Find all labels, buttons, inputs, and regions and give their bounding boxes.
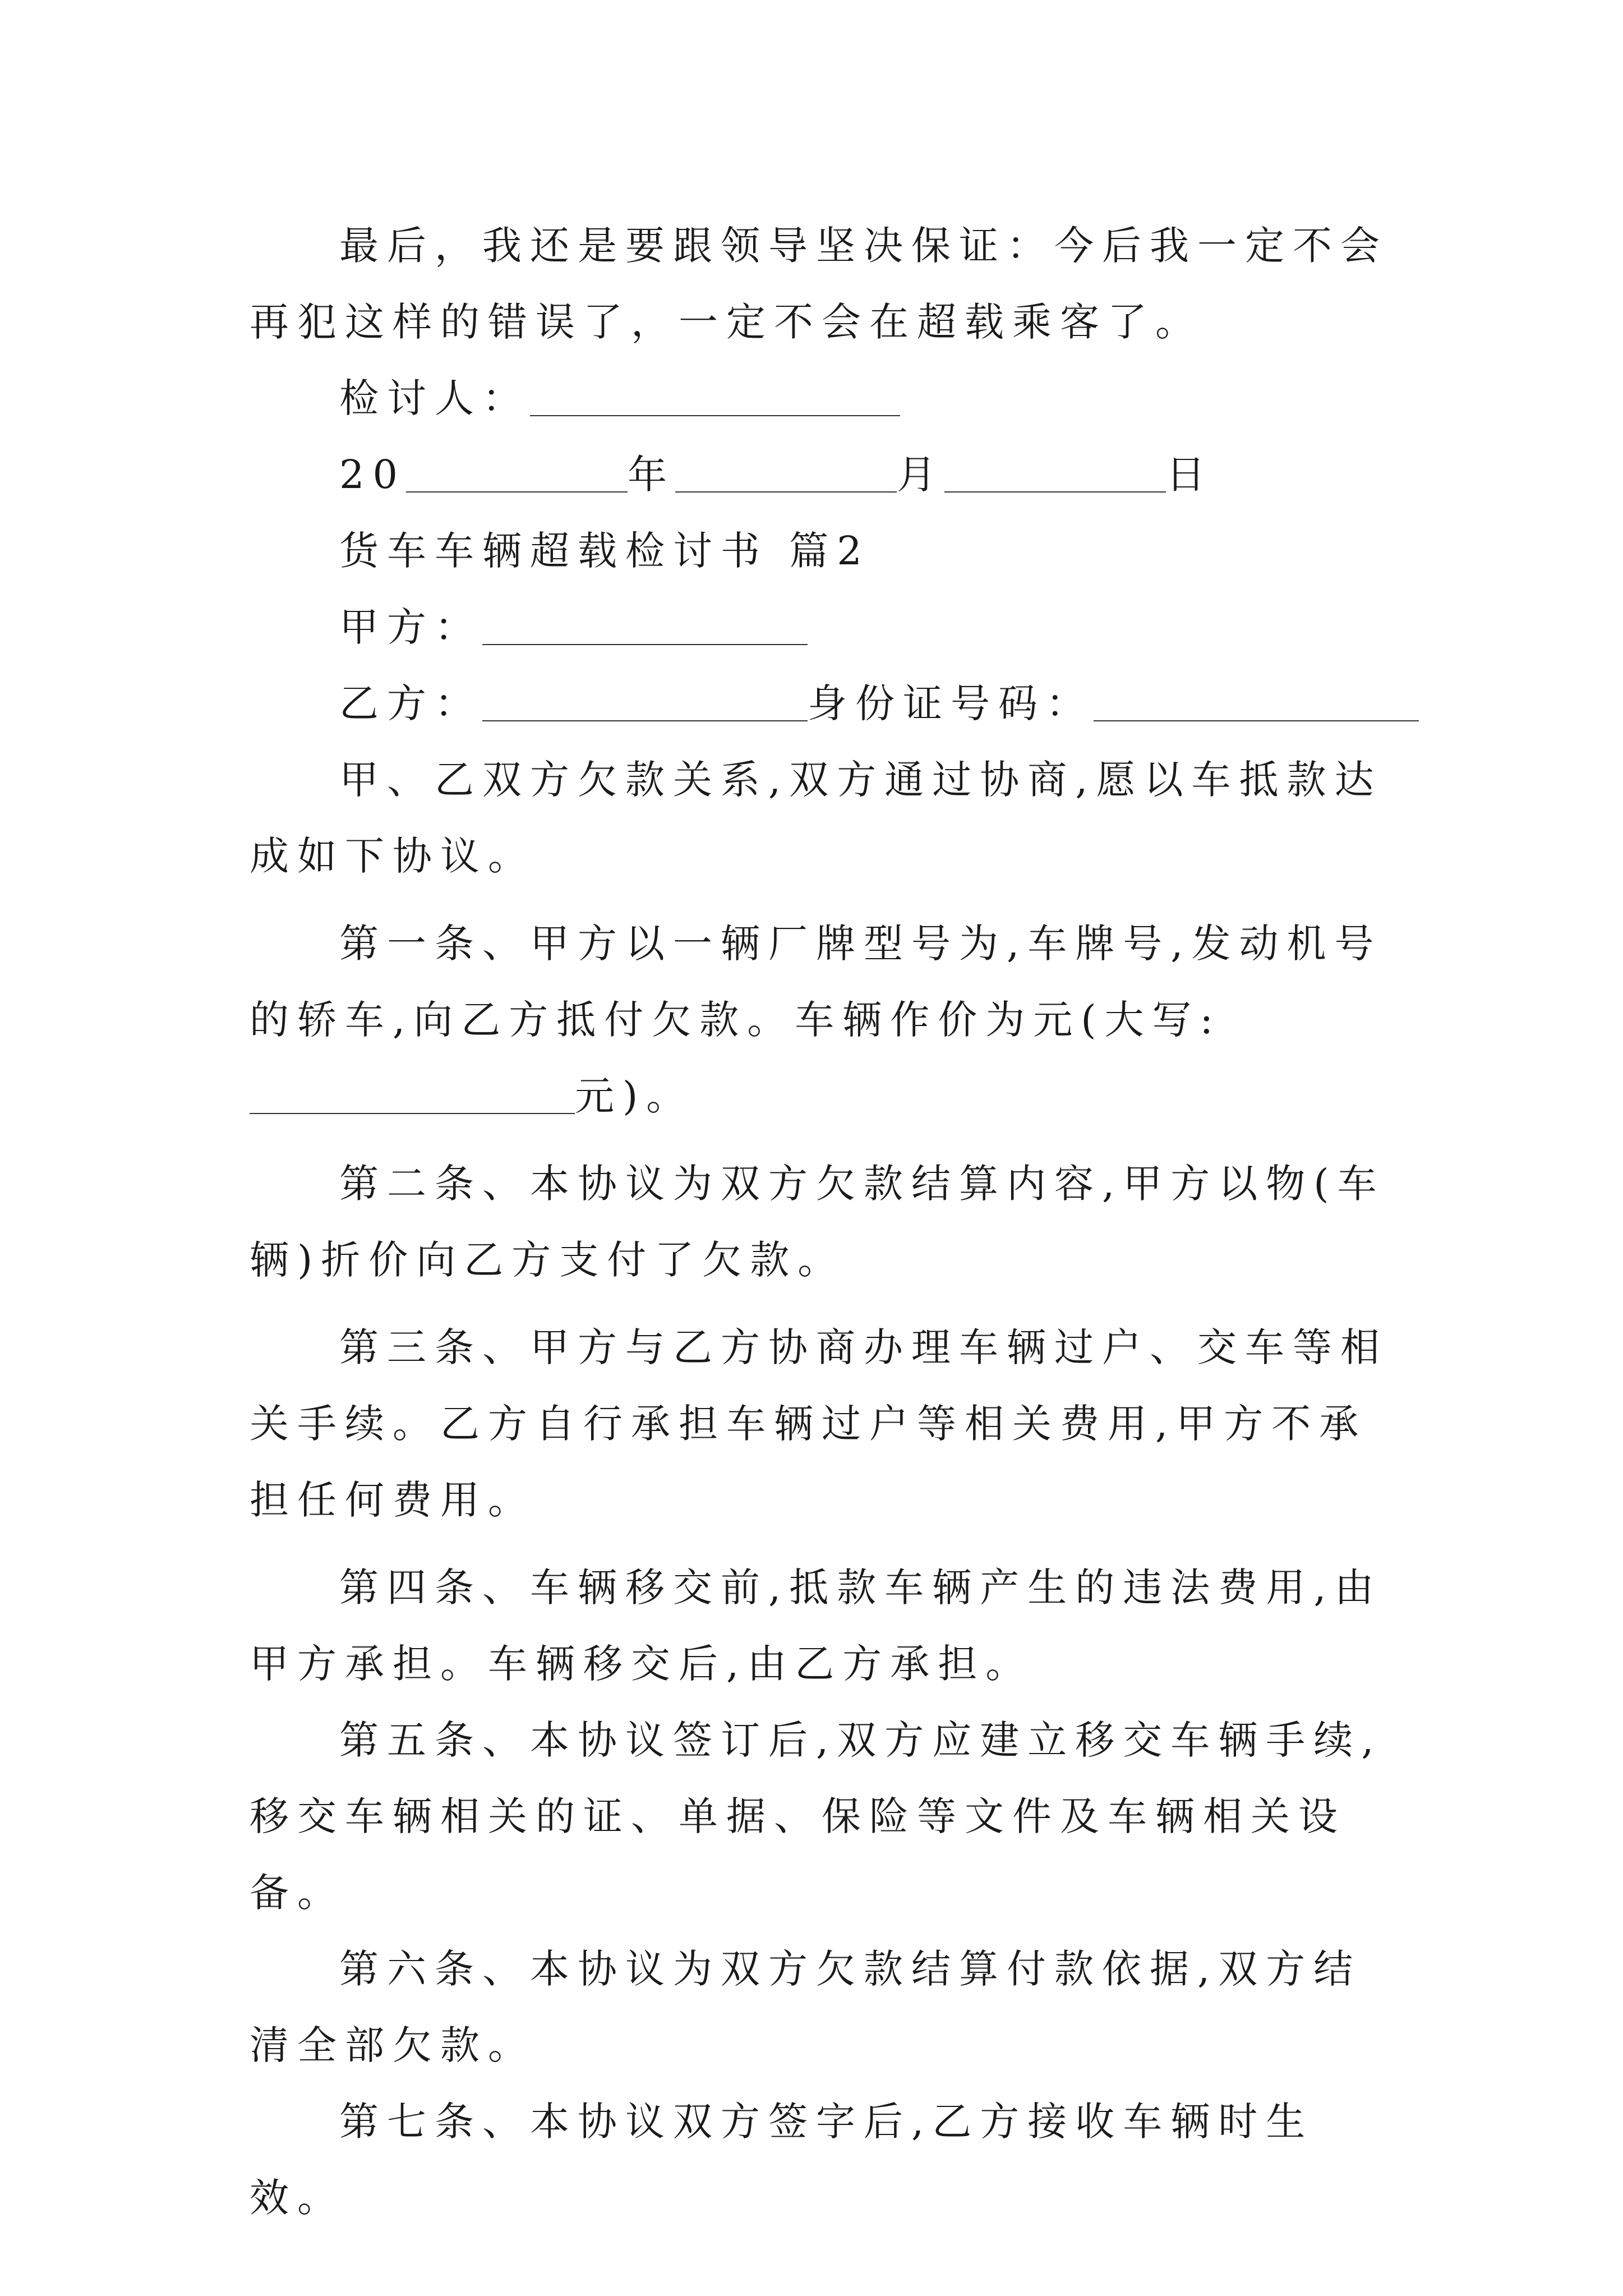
document-body — [250, 208, 1388, 2236]
day-label: 日 — [1166, 452, 1214, 498]
section-heading-text: 货车车辆超载检讨书 篇2 — [339, 528, 870, 574]
article-5-text: 第五条、本协议签订后,双方应建立移交车辆手续,移交车辆相关的证、单据、保险等文件及车辆相关设备。 — [250, 1717, 1382, 1916]
article-2-text: 第二条、本协议为双方欠款结算内容,甲方以物(车辆)折价向乙方支付了欠款。 — [250, 1161, 1385, 1283]
intro-paragraph-text: 甲、乙双方欠款关系,双方通过协商,愿以车抵款达成如下协议。 — [250, 757, 1382, 879]
id-number-blank[interactable] — [1094, 687, 1419, 721]
article-3-text: 第三条、甲方与乙方协商办理车辆过户、交车等相关手续。乙方自行承担车辆过户等相关费用,甲方不承担任何费用。 — [250, 1324, 1388, 1523]
closing-paragraph-text: 最后，我还是要跟领导坚决保证：今后我一定不会再犯这样的错误了，一定不会在超载乘客了。 — [250, 223, 1388, 345]
article-5 — [250, 1702, 1388, 1931]
party-b-label: 乙方： — [339, 680, 482, 726]
party-b-line — [250, 665, 1388, 742]
article-7 — [250, 2083, 1388, 2236]
article-6-text: 第六条、本协议为双方欠款结算付款依据,双方结清全部欠款。 — [250, 1946, 1362, 2068]
amount-uppercase-blank[interactable] — [250, 1079, 575, 1114]
date-line — [250, 436, 1388, 513]
year-label: 年 — [628, 452, 676, 498]
closing-paragraph — [250, 208, 1388, 360]
section-heading — [250, 513, 1388, 589]
article-1 — [250, 905, 1388, 1134]
article-4-text: 第四条、车辆移交前,抵款车辆产生的违法费用,由甲方承担。车辆移交后,由乙方承担。 — [250, 1565, 1382, 1687]
id-number-label: 身份证号码： — [808, 680, 1094, 726]
month-label: 月 — [897, 452, 945, 498]
day-blank[interactable] — [944, 458, 1166, 493]
party-a-line — [250, 589, 1388, 665]
intro-paragraph — [250, 742, 1388, 894]
signature-label: 检讨人： — [339, 375, 530, 421]
article-2 — [250, 1145, 1388, 1298]
article-3 — [250, 1309, 1388, 1538]
article-7-text: 第七条、本协议双方签字后,乙方接收车辆时生效。 — [250, 2099, 1314, 2221]
article-1-tail: 元)。 — [575, 1073, 694, 1119]
article-6 — [250, 1931, 1388, 2083]
year-blank[interactable] — [406, 458, 628, 493]
signature-line — [250, 360, 1388, 436]
month-blank[interactable] — [675, 458, 897, 493]
article-4 — [250, 1549, 1388, 1702]
party-a-label: 甲方： — [339, 604, 482, 650]
date-prefix: 20 — [339, 452, 407, 498]
signature-blank[interactable] — [530, 381, 900, 416]
party-a-blank[interactable] — [482, 610, 808, 645]
party-b-blank[interactable] — [482, 687, 808, 721]
article-1-text: 第一条、甲方以一辆厂牌型号为,车牌号,发动机号的轿车,向乙方抵付欠款。车辆作价为元(大写: — [250, 921, 1382, 1043]
